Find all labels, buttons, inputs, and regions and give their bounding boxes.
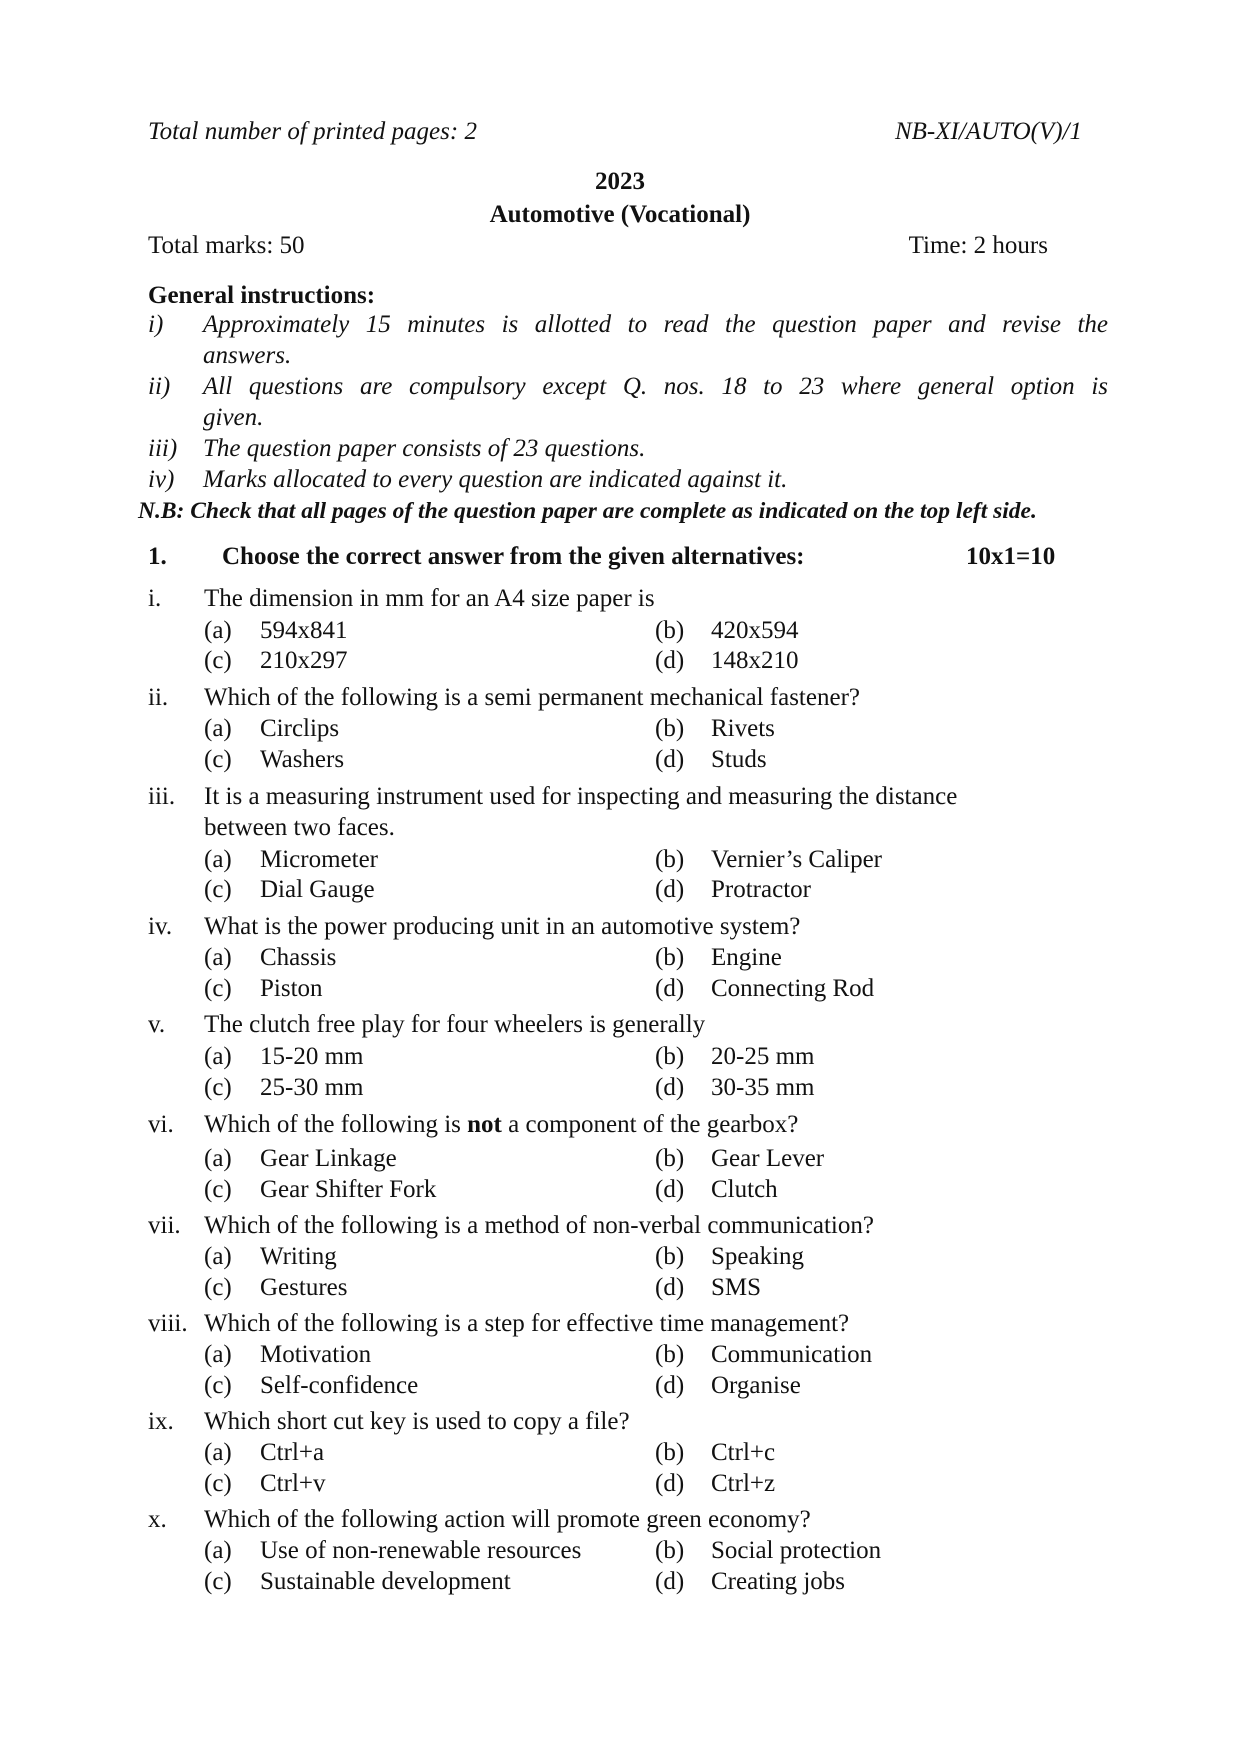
question-text: Which of the following is a step for effective time management? bbox=[204, 1310, 850, 1337]
question-number: viii. bbox=[148, 1310, 188, 1337]
instruction-item bbox=[148, 371, 1108, 433]
option-d: (d) 148x210 bbox=[655, 647, 799, 674]
question-text: Which of the following is a method of non-verbal communication? bbox=[204, 1212, 874, 1239]
option-c: (c) Sustainable development bbox=[204, 1568, 511, 1595]
option-d: (d) Protractor bbox=[655, 876, 811, 903]
instruction-number: iv) bbox=[148, 466, 175, 493]
question-number: ix. bbox=[148, 1408, 174, 1435]
option-a: (a) 15-20 mm bbox=[204, 1043, 364, 1070]
option-d: (d) Studs bbox=[655, 746, 767, 773]
question-number: iv. bbox=[148, 913, 173, 940]
option-c: (c) 25-30 mm bbox=[204, 1074, 364, 1101]
question-text: The dimension in mm for an A4 size paper is bbox=[204, 585, 655, 612]
option-c: (c) 210x297 bbox=[204, 647, 348, 674]
option-c: (c) Dial Gauge bbox=[204, 876, 375, 903]
question-number: x. bbox=[148, 1506, 167, 1533]
option-b: (b) Social protection bbox=[655, 1537, 882, 1564]
question-text: Which of the following is not a component of the gearbox? bbox=[204, 1111, 799, 1138]
option-d: (d) Creating jobs bbox=[655, 1568, 846, 1595]
option-c: (c) Gear Shifter Fork bbox=[204, 1176, 437, 1203]
option-a: (a) Chassis bbox=[204, 944, 337, 971]
question-number: v. bbox=[148, 1011, 166, 1038]
option-c: (c) Ctrl+v bbox=[204, 1470, 326, 1497]
option-b: (b) Vernier’s Caliper bbox=[655, 846, 883, 873]
instruction-text: Marks allocated to every question are indicated against it. bbox=[203, 466, 788, 493]
instruction-number: iii) bbox=[148, 435, 178, 462]
question-text-cont: between two faces. bbox=[204, 814, 395, 841]
instruction-item bbox=[148, 309, 1108, 371]
question-text: Which of the following action will promote green economy? bbox=[204, 1506, 811, 1533]
option-c: (c) Self-confidence bbox=[204, 1372, 419, 1399]
instruction-text-cont: answers. bbox=[203, 342, 292, 369]
option-d: (d) Clutch bbox=[655, 1176, 778, 1203]
option-b: (b) 20-25 mm bbox=[655, 1043, 815, 1070]
instruction-text: The question paper consists of 23 questions. bbox=[203, 435, 646, 462]
option-d: (d) Connecting Rod bbox=[655, 975, 875, 1002]
nb-note: N.B: Check that all pages of the question paper are complete as indicated on the top left side. bbox=[138, 498, 1037, 524]
question-number: iii. bbox=[148, 783, 176, 810]
section-title: Choose the correct answer from the given alternatives: bbox=[222, 543, 805, 570]
option-b: (b) Rivets bbox=[655, 715, 775, 742]
subject-title: Automotive (Vocational) bbox=[489, 201, 751, 228]
paper-code: NB-XI/AUTO(V)/1 bbox=[894, 118, 1082, 145]
option-a: (a) Circlips bbox=[204, 715, 340, 742]
option-c: (c) Piston bbox=[204, 975, 323, 1002]
question-number: ii. bbox=[148, 684, 169, 711]
option-c: (c) Washers bbox=[204, 746, 345, 773]
time-allowed: Time: 2 hours bbox=[908, 232, 1048, 259]
option-a: (a) Use of non-renewable resources bbox=[204, 1537, 582, 1564]
question-text: The clutch free play for four wheelers is generally bbox=[204, 1011, 706, 1038]
option-b: (b) Speaking bbox=[655, 1243, 805, 1270]
option-c: (c) Gestures bbox=[204, 1274, 348, 1301]
option-a: (a) Micrometer bbox=[204, 846, 379, 873]
section-marks: 10x1=10 bbox=[966, 543, 1056, 570]
total-marks: Total marks: 50 bbox=[148, 232, 305, 259]
option-b: (b) Engine bbox=[655, 944, 782, 971]
option-d: (d) Organise bbox=[655, 1372, 801, 1399]
instruction-text: Approximately 15 minutes is allotted to read the question paper and revise the bbox=[203, 311, 1108, 338]
instruction-item bbox=[148, 464, 1108, 495]
instruction-number: ii) bbox=[148, 373, 171, 400]
emphasis-not: not bbox=[467, 1111, 502, 1138]
exam-year: 2023 bbox=[595, 168, 645, 195]
instruction-text-cont: given. bbox=[203, 404, 264, 431]
option-d: (d) Ctrl+z bbox=[655, 1470, 776, 1497]
option-b: (b) 420x594 bbox=[655, 617, 799, 644]
instruction-number: i) bbox=[148, 311, 164, 338]
option-a: (a) Motivation bbox=[204, 1341, 372, 1368]
option-a: (a) Writing bbox=[204, 1243, 337, 1270]
question-text: Which short cut key is used to copy a file? bbox=[204, 1408, 630, 1435]
question-number: i. bbox=[148, 585, 162, 612]
section-number: 1. bbox=[148, 543, 167, 570]
question-text: It is a measuring instrument used for inspecting and measuring the distance bbox=[204, 783, 958, 810]
option-b: (b) Ctrl+c bbox=[655, 1439, 776, 1466]
option-a: (a) 594x841 bbox=[204, 617, 348, 644]
instruction-item bbox=[148, 433, 1108, 464]
option-b: (b) Gear Lever bbox=[655, 1145, 825, 1172]
question-number: vi. bbox=[148, 1111, 174, 1138]
option-a: (a) Ctrl+a bbox=[204, 1439, 325, 1466]
option-a: (a) Gear Linkage bbox=[204, 1145, 397, 1172]
question-text: What is the power producing unit in an automotive system? bbox=[204, 913, 801, 940]
question-text: Which of the following is a semi permanent mechanical fastener? bbox=[204, 684, 860, 711]
option-b: (b) Communication bbox=[655, 1341, 873, 1368]
instructions-title: General instructions: bbox=[148, 282, 376, 309]
question-number: vii. bbox=[148, 1212, 181, 1239]
option-d: (d) SMS bbox=[655, 1274, 762, 1301]
option-d: (d) 30-35 mm bbox=[655, 1074, 815, 1101]
instruction-text: All questions are compulsory except Q. nos. 18 to 23 where general option is bbox=[203, 373, 1108, 400]
printed-pages-note: Total number of printed pages: 2 bbox=[148, 118, 477, 145]
